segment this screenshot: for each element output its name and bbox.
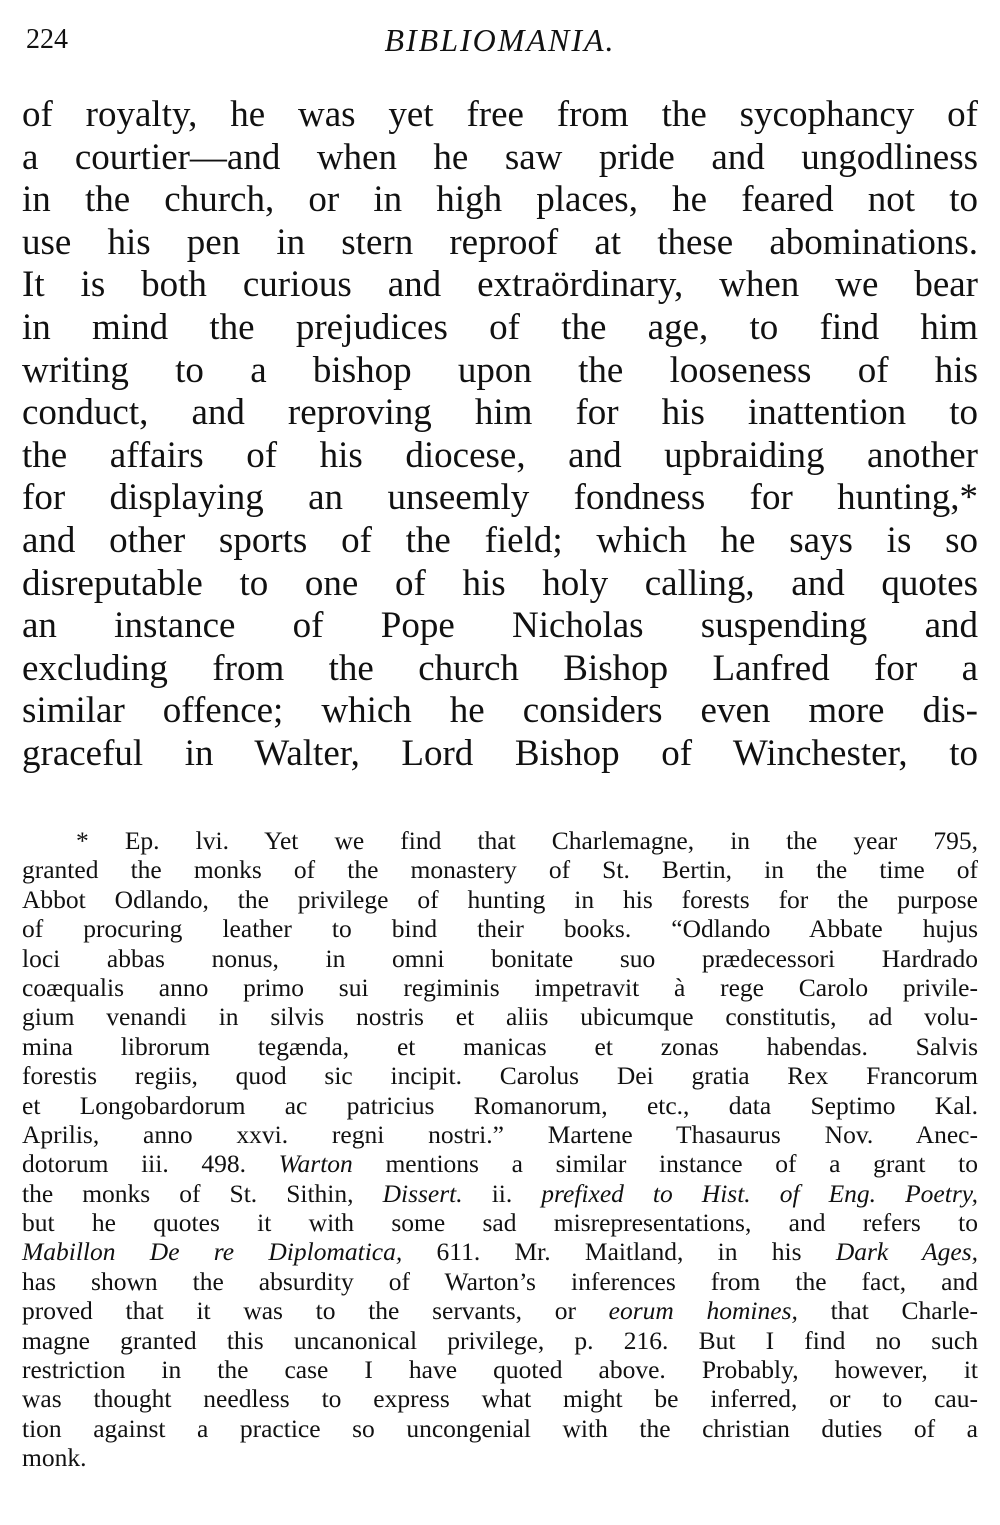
- footnote-italic-text: Dark Ages,: [835, 1237, 979, 1267]
- footnote-line: [22, 1296, 978, 1325]
- body-line: an instance of Pope Nicholas suspending and: [22, 605, 978, 647]
- body-line: similar offence; which he considers even more dis-: [22, 690, 978, 732]
- footnote-italic-text: Mabillon De re Diplomatica,: [22, 1237, 403, 1267]
- footnote-line: loci abbas nonus, in omni bonitate suo prædecessori Hardrado: [22, 943, 978, 973]
- page-number: 224: [26, 24, 68, 55]
- footnote: [22, 826, 978, 1473]
- body-line: writing to a bishop upon the looseness of his: [22, 349, 978, 391]
- footnote-line: coæqualis anno primo sui regiminis impetravit à rege Carolo privile-: [22, 972, 978, 1002]
- footnote-line: Aprilis, anno xxvi. regni nostri.” Martene Thasaurus Nov. Anec-: [22, 1119, 978, 1149]
- body-text: [22, 94, 978, 776]
- footnote-italic-text: eorum homines,: [608, 1296, 798, 1326]
- footnote-italic-text: prefixed to Hist. of Eng. Poetry,: [541, 1178, 979, 1208]
- footnote-text: that Charle-: [830, 1296, 978, 1326]
- footnote-line: [22, 1149, 978, 1178]
- book-page: [22, 18, 979, 1473]
- footnote-line: Abbot Odlando, the privilege of hunting in his forests for the purpose: [22, 884, 978, 914]
- footnote-line: gium venandi in silvis nostris et aliis ubicumque constitutis, ad volu-: [22, 1002, 978, 1032]
- body-line: excluding from the church Bishop Lanfred for a: [22, 647, 978, 689]
- footnote-text: ii.: [491, 1178, 513, 1208]
- footnote-italic-text: Dissert.: [382, 1178, 463, 1208]
- footnote-line: mina librorum tegænda, et manicas et zonas habendas. Salvis: [22, 1031, 978, 1061]
- footnote-italic-text: Warton: [278, 1149, 353, 1179]
- footnote-text: the monks of St. Sithin,: [22, 1178, 354, 1208]
- footnote-text: dotorum iii. 498.: [22, 1149, 246, 1179]
- footnote-text: mentions a similar instance of a grant to: [385, 1149, 979, 1179]
- footnote-line: granted the monks of the monastery of St. Bertin, in the time of: [22, 855, 978, 885]
- body-line: It is both curious and extraördinary, when we bear: [22, 264, 978, 306]
- footnote-line: * Ep. lvi. Yet we find that Charlemagne, in the year 795,: [76, 826, 978, 855]
- footnote-line: restriction in the case I have quoted above. Probably, however, it: [22, 1355, 978, 1385]
- body-line: for displaying an unseemly fondness for hunting,*: [22, 477, 978, 519]
- body-line: in the church, or in high places, he feared not to: [22, 179, 978, 221]
- footnote-text: proved that it was to the servants, or: [22, 1296, 576, 1326]
- footnote-line: tion against a practice so uncongenial with the christian duties of a: [22, 1413, 978, 1443]
- footnote-text: 611. Mr. Maitland, in his: [436, 1237, 802, 1267]
- body-line: of royalty, he was yet free from the sycophancy of: [22, 94, 978, 135]
- footnote-line: of procuring leather to bind their books. “Odlando Abbate hujus: [22, 914, 978, 944]
- footnote-line: et Longobardorum ac patricius Romanorum, etc., data Septimo Kal.: [22, 1090, 978, 1120]
- body-line: and other sports of the field; which he says is so: [22, 519, 978, 561]
- footnote-line: [22, 1237, 978, 1266]
- body-line: graceful in Walter, Lord Bishop of Winchester, to: [22, 732, 978, 774]
- footnote-line: magne granted this uncanonical privilege, p. 216. But I find no such: [22, 1325, 978, 1355]
- footnote-line: [22, 1179, 978, 1208]
- footnote-line: has shown the absurdity of Warton’s inferences from the fact, and: [22, 1266, 978, 1296]
- body-line: disreputable to one of his holy calling, and quotes: [22, 562, 978, 604]
- body-line: conduct, and reproving him for his inattention to: [22, 392, 978, 434]
- body-line: the affairs of his diocese, and upbraiding another: [22, 434, 978, 476]
- body-line: use his pen in stern reproof at these abominations.: [22, 221, 978, 263]
- running-head: [22, 18, 978, 70]
- footnote-line: but he quotes it with some sad misrepresentations, and refers to: [22, 1208, 978, 1238]
- running-title: BIBLIOMANIA.: [384, 22, 616, 58]
- body-line: in mind the prejudices of the age, to find him: [22, 306, 978, 348]
- footnote-line: monk.: [22, 1443, 87, 1473]
- footnote-line: was thought needless to express what might be inferred, or to cau-: [22, 1384, 978, 1414]
- footnote-line: forestis regiis, quod sic incipit. Carolus Dei gratia Rex Francorum: [22, 1061, 978, 1091]
- body-line: a courtier—and when he saw pride and ungodliness: [22, 136, 978, 178]
